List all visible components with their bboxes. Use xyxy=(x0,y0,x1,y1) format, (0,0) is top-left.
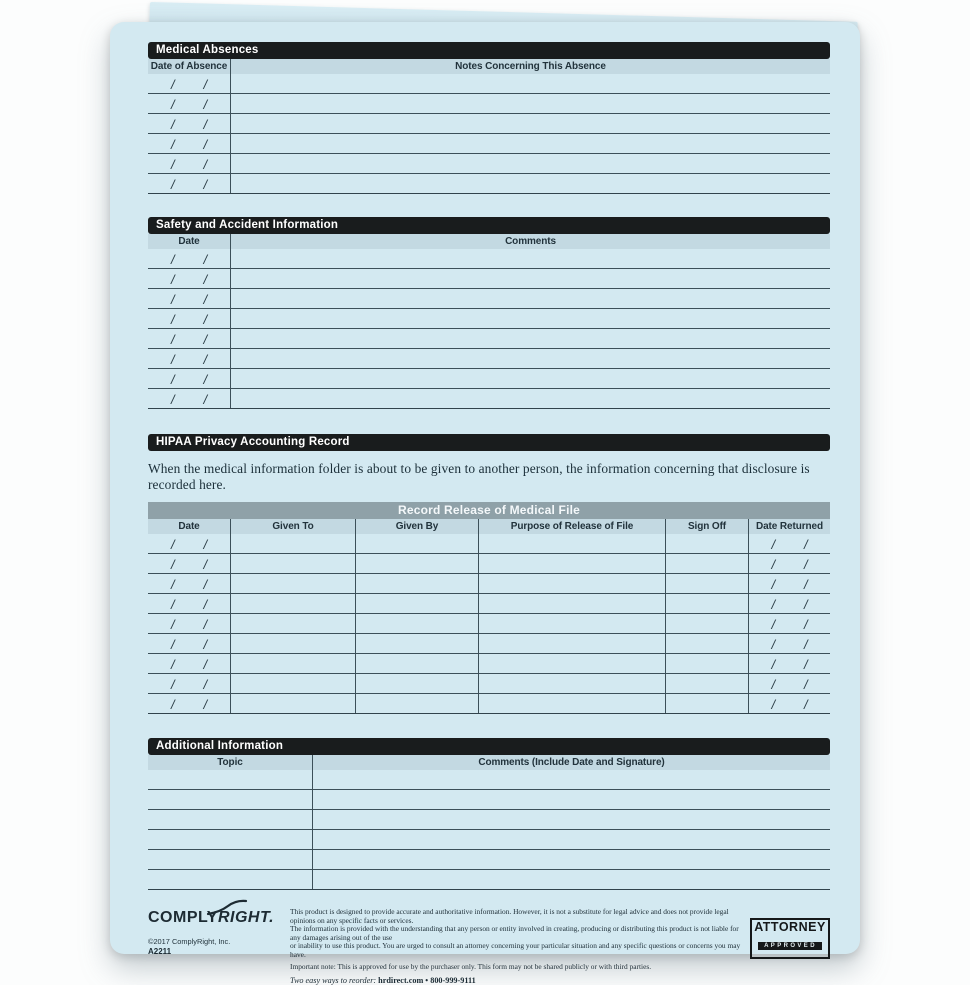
comments-entry-cell[interactable] xyxy=(312,830,830,849)
disclaimer-line: This product is designed to provide accurate and authoritative information. However, it is not a substitute for legal advice and does not provide legal opinions on any specific facts or services. xyxy=(290,907,729,925)
sign-off-entry-cell[interactable] xyxy=(665,634,748,653)
given-to-entry-cell[interactable] xyxy=(230,654,355,673)
logo-swoosh-icon xyxy=(206,900,248,916)
section-header-medical-absences xyxy=(148,42,830,59)
date-entry-cell[interactable]: / / xyxy=(170,372,208,387)
date-entry-cell[interactable]: / / xyxy=(170,177,208,192)
given-by-entry-cell[interactable] xyxy=(355,534,478,553)
safety-rows xyxy=(148,249,830,409)
sign-off-entry-cell[interactable] xyxy=(665,534,748,553)
date-entry-cell[interactable]: / / xyxy=(170,272,208,287)
sign-off-entry-cell[interactable] xyxy=(665,674,748,693)
date-returned-entry-cell[interactable]: / / xyxy=(748,554,830,573)
date-returned-entry-cell[interactable]: / / xyxy=(748,694,830,713)
date-entry-cell[interactable]: / / xyxy=(170,352,208,367)
purpose-entry-cell[interactable] xyxy=(478,654,665,673)
table-row xyxy=(148,269,830,289)
sign-off-entry-cell[interactable] xyxy=(665,654,748,673)
given-by-entry-cell[interactable] xyxy=(355,574,478,593)
given-to-entry-cell[interactable] xyxy=(230,554,355,573)
safety-table xyxy=(148,234,830,409)
record-release-header-row xyxy=(148,519,830,534)
table-row xyxy=(148,154,830,174)
date-returned-entry-cell[interactable]: / / xyxy=(748,574,830,593)
table-row xyxy=(148,349,830,369)
given-to-entry-cell[interactable] xyxy=(230,674,355,693)
date-entry-cell[interactable]: / / xyxy=(170,332,208,347)
date-entry-cell[interactable]: / / xyxy=(170,252,208,267)
topic-entry-cell[interactable] xyxy=(148,790,312,809)
table-row xyxy=(148,534,830,554)
logo-text-comply: COMPLY xyxy=(148,909,218,926)
medical-absences-table xyxy=(148,59,830,194)
reorder-label: Two easy ways to reorder: xyxy=(290,976,377,985)
form-number: A2211 xyxy=(148,947,172,956)
date-entry-cell[interactable]: / / xyxy=(170,637,208,652)
column-header-date-of-absence: Date of Absence xyxy=(150,61,228,72)
section-title-hipaa: HIPAA Privacy Accounting Record xyxy=(156,436,350,448)
given-to-entry-cell[interactable] xyxy=(230,634,355,653)
date-returned-entry-cell[interactable]: / / xyxy=(748,634,830,653)
sign-off-entry-cell[interactable] xyxy=(665,574,748,593)
table-row xyxy=(148,369,830,389)
date-entry-cell[interactable]: / / xyxy=(170,97,208,112)
table-row xyxy=(148,389,830,409)
record-release-table xyxy=(148,519,830,714)
reorder-contact: hrdirect.com • 800-999-9111 xyxy=(378,976,476,985)
section-title-additional: Additional Information xyxy=(156,740,284,752)
medical-absences-rows xyxy=(148,74,830,194)
table-row xyxy=(148,830,830,850)
date-returned-entry-cell[interactable]: / / xyxy=(748,534,830,553)
table-row xyxy=(148,329,830,349)
disclaimer-line: The information is provided with the understanding that any person or entity involved in creating, producing or distributing this product is not liable for any damages arising out of the use xyxy=(290,924,739,942)
notes-entry-cell[interactable] xyxy=(230,134,830,153)
date-returned-entry-cell[interactable]: / / xyxy=(748,614,830,633)
sign-off-entry-cell[interactable] xyxy=(665,594,748,613)
column-header-sign-off: Sign Off xyxy=(665,519,748,534)
date-entry-cell[interactable]: / / xyxy=(170,292,208,307)
table-row xyxy=(148,594,830,614)
notes-entry-cell[interactable] xyxy=(230,114,830,133)
date-entry-cell[interactable]: / / xyxy=(170,617,208,632)
purpose-entry-cell[interactable] xyxy=(478,554,665,573)
date-returned-entry-cell[interactable]: / / xyxy=(748,654,830,673)
column-header-given-to: Given To xyxy=(230,519,355,534)
column-header-given-by: Given By xyxy=(355,519,478,534)
hipaa-intro-paragraph: When the medical information folder is about to be given to another person, the information concerning that disclosure is recorded here. xyxy=(148,461,810,492)
safety-header-row xyxy=(148,234,830,249)
reorder-info xyxy=(290,976,744,985)
topic-entry-cell[interactable] xyxy=(148,830,312,849)
section-title-medical-absences: Medical Absences xyxy=(156,44,259,56)
given-to-entry-cell[interactable] xyxy=(230,694,355,713)
table-row xyxy=(148,114,830,134)
table-row xyxy=(148,810,830,830)
medical-absences-header-row xyxy=(148,59,830,74)
table-row xyxy=(148,870,830,890)
disclaimer-line: or inability to use this product. You are urged to consult an attorney concerning your particular situation and any specific questions or concerns you may have. xyxy=(290,941,741,959)
form-sheet xyxy=(110,22,860,985)
topic-entry-cell[interactable] xyxy=(148,850,312,869)
table-row xyxy=(148,634,830,654)
table-row xyxy=(148,174,830,194)
additional-info-rows xyxy=(148,770,830,890)
date-entry-cell[interactable]: / / xyxy=(170,392,208,407)
sign-off-entry-cell[interactable] xyxy=(665,614,748,633)
date-entry-cell[interactable]: / / xyxy=(170,157,208,172)
table-row xyxy=(148,654,830,674)
column-header-comments-signature: Comments (Include Date and Signature) xyxy=(312,755,830,770)
date-entry-cell[interactable]: / / xyxy=(170,117,208,132)
logo-text-right: RIGHT. xyxy=(217,909,275,926)
topic-entry-cell[interactable] xyxy=(148,870,312,889)
given-to-entry-cell[interactable] xyxy=(230,574,355,593)
section-header-additional xyxy=(148,738,830,755)
footer-brand-block xyxy=(148,903,286,965)
topic-entry-cell[interactable] xyxy=(148,810,312,829)
purpose-entry-cell[interactable] xyxy=(478,694,665,713)
given-to-entry-cell[interactable] xyxy=(230,594,355,613)
important-note: Important note: This is approved for use by the purchaser only. This form may not be shared publicly or with third parties. xyxy=(290,961,652,971)
comments-entry-cell[interactable] xyxy=(230,329,830,348)
section-header-safety xyxy=(148,217,830,234)
comments-entry-cell[interactable] xyxy=(230,369,830,388)
badge-attorney-text: ATTORNEY xyxy=(754,920,826,934)
attorney-approved-badge xyxy=(750,918,830,959)
table-row xyxy=(148,94,830,114)
date-returned-entry-cell[interactable]: / / xyxy=(748,674,830,693)
footer-legal-block xyxy=(286,903,830,985)
notes-entry-cell[interactable] xyxy=(230,154,830,173)
copyright-text: ©2017 ComplyRight, Inc. xyxy=(148,937,231,946)
purpose-entry-cell[interactable] xyxy=(478,594,665,613)
form-footer xyxy=(148,903,830,985)
topic-entry-cell[interactable] xyxy=(148,770,312,789)
purpose-entry-cell[interactable] xyxy=(478,534,665,553)
date-entry-cell[interactable]: / / xyxy=(170,557,208,572)
additional-info-header-row xyxy=(148,755,830,770)
column-header-notes: Notes Concerning This Absence xyxy=(230,59,830,74)
given-by-entry-cell[interactable] xyxy=(355,554,478,573)
date-entry-cell[interactable]: / / xyxy=(170,137,208,152)
table-row xyxy=(148,134,830,154)
table-row xyxy=(148,249,830,269)
badge-approved-text: APPROVED xyxy=(758,942,822,951)
comments-entry-cell[interactable] xyxy=(312,870,830,889)
comments-entry-cell[interactable] xyxy=(230,349,830,368)
complyright-logo xyxy=(148,909,286,933)
date-entry-cell[interactable]: / / xyxy=(170,657,208,672)
notes-entry-cell[interactable] xyxy=(230,94,830,113)
table-row xyxy=(148,694,830,714)
comments-entry-cell[interactable] xyxy=(312,850,830,869)
column-header-comments: Comments xyxy=(230,234,830,249)
comments-entry-cell[interactable] xyxy=(312,810,830,829)
table-row xyxy=(148,790,830,810)
sign-off-entry-cell[interactable] xyxy=(665,554,748,573)
comments-entry-cell[interactable] xyxy=(312,770,830,789)
comments-entry-cell[interactable] xyxy=(230,389,830,408)
table-row xyxy=(148,554,830,574)
table-row xyxy=(148,309,830,329)
date-entry-cell[interactable]: / / xyxy=(170,577,208,592)
table-row xyxy=(148,770,830,790)
given-by-entry-cell[interactable] xyxy=(355,654,478,673)
table-row xyxy=(148,850,830,870)
given-by-entry-cell[interactable] xyxy=(355,634,478,653)
table-row xyxy=(148,74,830,94)
section-header-hipaa xyxy=(148,434,830,451)
purpose-entry-cell[interactable] xyxy=(478,574,665,593)
table-row xyxy=(148,674,830,694)
date-returned-entry-cell[interactable]: / / xyxy=(748,594,830,613)
date-entry-cell[interactable]: / / xyxy=(170,537,208,552)
given-to-entry-cell[interactable] xyxy=(230,534,355,553)
given-by-entry-cell[interactable] xyxy=(355,614,478,633)
purpose-entry-cell[interactable] xyxy=(478,634,665,653)
column-header-date: Date xyxy=(178,236,200,247)
column-header-topic: Topic xyxy=(217,757,243,768)
record-release-rows xyxy=(148,534,830,714)
comments-entry-cell[interactable] xyxy=(230,269,830,288)
comments-entry-cell[interactable] xyxy=(230,309,830,328)
given-by-entry-cell[interactable] xyxy=(355,594,478,613)
given-to-entry-cell[interactable] xyxy=(230,614,355,633)
date-entry-cell[interactable]: / / xyxy=(170,312,208,327)
given-by-entry-cell[interactable] xyxy=(355,694,478,713)
table-row xyxy=(148,574,830,594)
date-entry-cell[interactable]: / / xyxy=(170,697,208,712)
column-header-purpose: Purpose of Release of File xyxy=(478,519,665,534)
column-header-date-returned: Date Returned xyxy=(748,519,830,534)
date-entry-cell[interactable]: / / xyxy=(170,597,208,612)
record-release-title-bar: Record Release of Medical File xyxy=(148,502,830,519)
comments-entry-cell[interactable] xyxy=(312,790,830,809)
sign-off-entry-cell[interactable] xyxy=(665,694,748,713)
given-by-entry-cell[interactable] xyxy=(355,674,478,693)
column-header-date: Date xyxy=(178,521,200,532)
date-entry-cell[interactable]: / / xyxy=(170,677,208,692)
comments-entry-cell[interactable] xyxy=(230,289,830,308)
notes-entry-cell[interactable] xyxy=(230,174,830,193)
section-title-safety: Safety and Accident Information xyxy=(156,219,339,231)
table-row xyxy=(148,289,830,309)
comments-entry-cell[interactable] xyxy=(230,249,830,268)
date-entry-cell[interactable]: / / xyxy=(170,77,208,92)
purpose-entry-cell[interactable] xyxy=(478,674,665,693)
table-row xyxy=(148,614,830,634)
notes-entry-cell[interactable] xyxy=(230,74,830,93)
purpose-entry-cell[interactable] xyxy=(478,614,665,633)
additional-info-table xyxy=(148,755,830,890)
